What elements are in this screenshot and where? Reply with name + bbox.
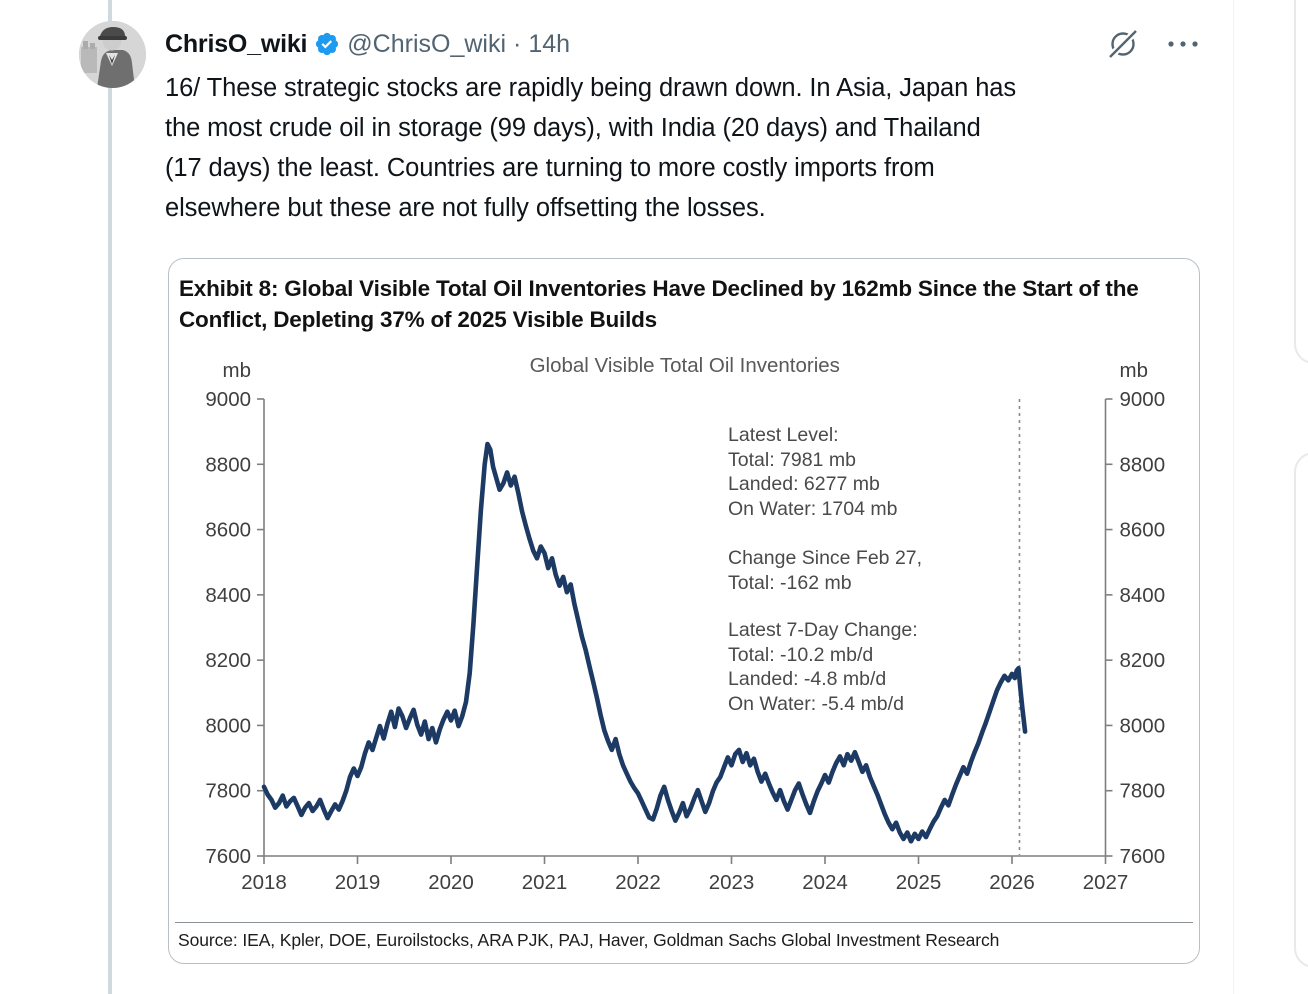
x-tick-label: 2021	[521, 871, 568, 894]
tweet-text-line: 16/ These strategic stocks are rapidly being drawn down. In Asia, Japan has	[165, 74, 1017, 102]
oil-inventories-chart	[169, 341, 1200, 907]
right-unit-label: mb	[1119, 359, 1148, 382]
y-tick-label-right: 9000	[1119, 388, 1166, 411]
x-tick-label: 2024	[802, 871, 848, 894]
author-handle[interactable]: @ChrisO_wiki	[347, 29, 507, 58]
exhibit-image-card[interactable]	[168, 258, 1200, 964]
exhibit-title	[179, 273, 1191, 335]
exhibit-title-line: Conflict, Depleting 37% of 2025 Visible Builds	[179, 307, 657, 332]
y-tick-label-left: 8200	[205, 649, 251, 673]
tweet-text-line: the most crude oil in storage (99 days), with India (20 days) and Thailand	[165, 114, 981, 142]
exhibit-title-line: Exhibit 8: Global Visible Total Oil Inventories Have Declined by 162mb Since the Start of the	[179, 276, 1139, 301]
x-tick-label: 2025	[895, 871, 942, 894]
y-tick-label-right: 7600	[1119, 845, 1166, 868]
tweet-text-line: (17 days) the least. Countries are turning to more costly imports from	[165, 154, 935, 182]
author-name[interactable]: ChrisO_wiki	[165, 29, 308, 58]
avatar-portrait	[79, 21, 146, 88]
y-tick-label-left: 7600	[205, 845, 251, 868]
y-tick-label-right: 8800	[1119, 453, 1166, 477]
x-tick-label: 2020	[428, 871, 474, 894]
y-tick-label-left: 8400	[205, 583, 251, 607]
y-tick-label-left: 8000	[205, 714, 251, 738]
y-tick-label-right: 8600	[1119, 518, 1166, 542]
y-tick-label-left: 7800	[205, 779, 251, 803]
x-tick-label: 2022	[615, 871, 661, 894]
avatar[interactable]	[79, 21, 146, 88]
y-tick-label-right: 7800	[1119, 779, 1166, 803]
handle-group	[347, 30, 570, 59]
source-divider	[175, 922, 1193, 923]
annotation-block	[728, 546, 922, 595]
x-tick-label: 2018	[241, 871, 287, 894]
right-rail-card-edge-bottom	[1294, 452, 1308, 968]
header-actions	[1107, 27, 1201, 61]
annotation-line: Total: -10.2 mb/d	[728, 643, 874, 666]
more-options-icon[interactable]	[1165, 28, 1201, 60]
annotation-line: On Water: 1704 mb	[728, 497, 898, 520]
timestamp[interactable]: 14h	[528, 29, 571, 58]
verified-badge-icon	[314, 31, 340, 57]
exhibit-source: Source: IEA, Kpler, DOE, Euroilstocks, ARA PJK, PAJ, Haver, Goldman Sachs Global Investment Research	[178, 930, 1000, 950]
annotation-line: Latest Level:	[728, 424, 839, 446]
x-tick-label: 2019	[334, 871, 381, 894]
right-rail-card-edge-top	[1294, 0, 1308, 364]
y-tick-label-right: 8200	[1119, 649, 1166, 673]
x-tick-label: 2023	[708, 871, 755, 894]
y-tick-label-right: 8000	[1119, 714, 1166, 738]
x-tick-label: 2026	[989, 871, 1035, 894]
annotation-line: Landed: -4.8 mb/d	[728, 668, 887, 691]
y-tick-label-left: 9000	[205, 388, 251, 411]
y-tick-label-left: 8800	[205, 453, 251, 477]
tweet-text	[165, 68, 1210, 228]
timeline-column-border	[1233, 0, 1234, 994]
annotation-line: Total: 7981 mb	[728, 448, 856, 471]
dot-separator: ·	[513, 29, 522, 58]
chart-title: Global Visible Total Oil Inventories	[529, 354, 840, 377]
annotation-line: On Water: -5.4 mb/d	[728, 692, 904, 715]
annotation-line: Total: -162 mb	[728, 571, 852, 594]
annotation-line: Latest 7-Day Change:	[728, 619, 918, 641]
y-tick-label-right: 8400	[1119, 583, 1166, 607]
thread-connector-line	[108, 0, 112, 994]
x-tick-label: 2027	[1082, 871, 1129, 894]
grok-actions-icon[interactable]	[1107, 28, 1139, 60]
annotation-line: Change Since Feb 27,	[728, 547, 923, 569]
annotation-block	[728, 423, 897, 521]
annotation-block	[728, 618, 918, 716]
annotation-line: Landed: 6277 mb	[728, 473, 880, 496]
y-tick-label-left: 8600	[205, 518, 251, 542]
left-unit-label: mb	[222, 359, 251, 382]
tweet-header	[165, 27, 1205, 61]
tweet-text-line: elsewhere but these are not fully offsetting the losses.	[165, 194, 766, 222]
